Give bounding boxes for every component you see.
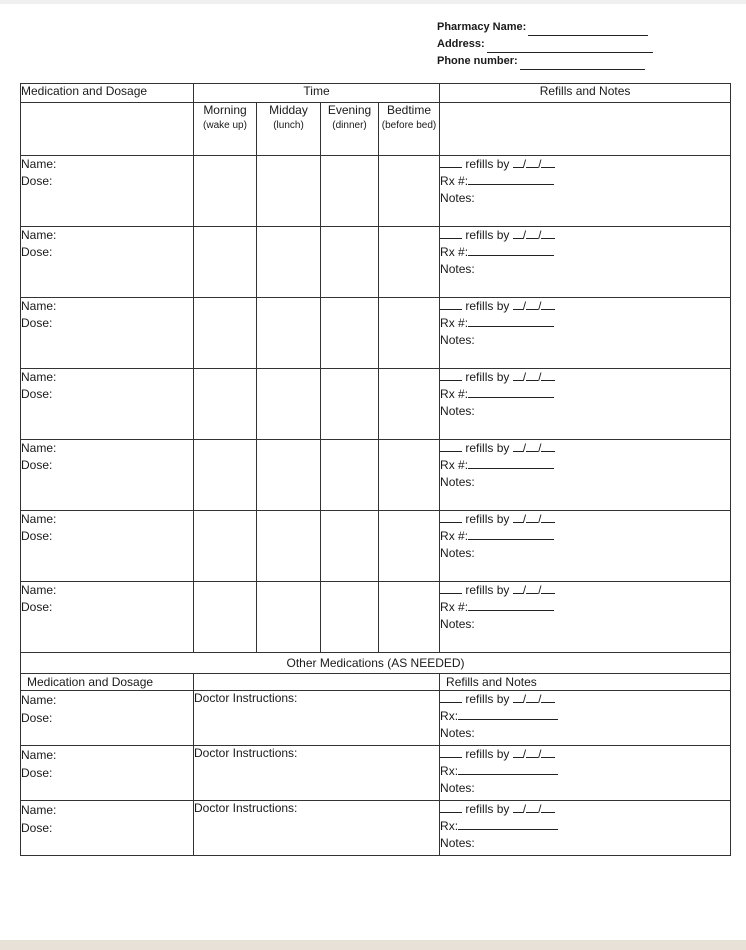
notes-label: Notes: [440,404,475,418]
midday-cell[interactable] [257,582,321,653]
morning-cell[interactable] [194,298,257,369]
midday-cell[interactable] [257,440,321,511]
medication-cell[interactable] [21,511,194,582]
bedtime-cell[interactable] [379,156,440,227]
rx-line [440,315,730,332]
time-midday-sub: (lunch) [273,120,304,131]
table-row [21,298,731,369]
rx-line [440,244,730,261]
refills-line [440,156,730,173]
date-slash: / [538,747,542,761]
doctor-instructions-label: Doctor Instructions: [194,801,298,815]
empty-subheader-cell [21,103,194,156]
morning-cell[interactable] [194,440,257,511]
phone-row [437,53,653,70]
rx-line [440,457,730,474]
morning-cell[interactable] [194,156,257,227]
time-evening-sub: (dinner) [332,120,367,131]
col-refills-header: Refills and Notes [440,84,731,103]
name-label: Name: [21,228,57,242]
time-morning-header [194,103,257,156]
time-midday-header [257,103,321,156]
morning-cell[interactable] [194,227,257,298]
rx-line [440,173,730,190]
refills-line [440,691,730,708]
rx-label: Rx: [440,764,459,778]
time-morning-sub: (wake up) [203,120,247,131]
address-row [437,36,653,53]
refills-notes-cell[interactable] [440,227,731,298]
time-bedtime-header [379,103,440,156]
evening-cell[interactable] [321,369,379,440]
time-bedtime-label: Bedtime [387,103,432,117]
date-slash: / [522,583,527,597]
notes-label: Notes: [440,726,475,740]
evening-cell[interactable] [321,511,379,582]
dose-label: Dose: [21,711,53,725]
dose-label: Dose: [21,821,53,835]
time-midday-label: Midday [269,103,308,117]
dose-label: Dose: [21,245,53,259]
table-row [21,746,731,801]
refills-label: refills by [465,802,510,816]
rx-line [440,599,730,616]
date-slash: / [538,692,542,706]
other-col-refills-header: Refills and Notes [440,674,731,691]
other-medication-cell[interactable] [21,746,194,801]
dose-label: Dose: [21,766,53,780]
other-col-medication-header: Medication and Dosage [21,674,194,691]
notes-label: Notes: [440,617,475,631]
rx-label: Rx #: [440,316,469,330]
notes-label: Notes: [440,333,475,347]
rx-label: Rx #: [440,458,469,472]
midday-cell[interactable] [257,227,321,298]
time-bedtime-sub: (before bed) [381,120,437,131]
notes-label: Notes: [440,191,475,205]
other-medications-title-row [21,653,731,674]
table-row [21,227,731,298]
refills-label: refills by [465,157,510,171]
name-label: Name: [21,299,57,313]
bedtime-cell[interactable] [379,582,440,653]
rx-line [440,818,730,835]
name-label: Name: [21,512,57,526]
other-col-instructions-header [194,674,440,691]
name-label: Name: [21,583,57,597]
table-row [21,440,731,511]
time-evening-header [321,103,379,156]
time-evening-label: Evening [327,103,372,117]
refills-line [440,227,730,244]
date-slash: / [538,512,542,526]
name-label: Name: [21,370,57,384]
date-slash: / [538,583,542,597]
evening-cell[interactable] [321,227,379,298]
medication-cell[interactable] [21,298,194,369]
notes-label: Notes: [440,262,475,276]
midday-cell[interactable] [257,156,321,227]
date-slash: / [538,802,542,816]
medication-cell[interactable] [21,156,194,227]
rx-label: Rx: [440,709,459,723]
bedtime-cell[interactable] [379,298,440,369]
page-edge-top [0,0,746,4]
notes-label: Notes: [440,546,475,560]
bedtime-cell[interactable] [379,227,440,298]
dose-label: Dose: [21,174,53,188]
pharmacy-name-field[interactable] [528,23,648,36]
refills-line [440,746,730,763]
col-medication-header: Medication and Dosage [21,84,194,103]
pharmacy-info [437,19,653,70]
medication-cell[interactable] [21,227,194,298]
name-label: Name: [21,748,57,762]
phone-field[interactable] [520,57,645,70]
bedtime-cell[interactable] [379,369,440,440]
refills-notes-cell[interactable] [440,582,731,653]
page-edge-bottom [0,940,746,950]
date-slash: / [538,370,542,384]
col-time-header: Time [194,84,440,103]
dose-label: Dose: [21,387,53,401]
morning-cell[interactable] [194,582,257,653]
date-slash: / [522,747,527,761]
other-medication-cell[interactable] [21,691,194,746]
table-row [21,801,731,856]
doctor-instructions-cell[interactable] [194,691,440,746]
dose-label: Dose: [21,600,53,614]
refills-label: refills by [465,299,510,313]
midday-cell[interactable] [257,369,321,440]
rx-label: Rx #: [440,600,469,614]
phone-label: Phone number: [437,55,518,67]
time-morning-label: Morning [203,103,247,117]
refills-line [440,511,730,528]
date-slash: / [522,370,527,384]
midday-cell[interactable] [257,298,321,369]
table-row [21,511,731,582]
date-slash: / [538,228,542,242]
rx-line [440,386,730,403]
morning-cell[interactable] [194,511,257,582]
name-label: Name: [21,803,57,817]
table-row [21,691,731,746]
bedtime-cell[interactable] [379,440,440,511]
dose-label: Dose: [21,316,53,330]
refills-line [440,369,730,386]
refills-label: refills by [465,692,510,706]
rx-label: Rx #: [440,387,469,401]
address-field[interactable] [487,40,653,53]
rx-line [440,708,730,725]
other-medication-cell[interactable] [21,801,194,856]
rx-line [440,763,730,780]
empty-refills-subheader [440,103,731,156]
notes-label: Notes: [440,475,475,489]
refills-label: refills by [465,512,510,526]
doctor-instructions-cell[interactable] [194,801,440,856]
refills-label: refills by [465,441,510,455]
address-label: Address: [437,38,485,50]
time-subheader-row [21,103,731,156]
refills-notes-cell[interactable] [440,156,731,227]
date-slash: / [522,157,527,171]
medication-schedule-table [20,83,731,856]
date-slash: / [538,157,542,171]
medication-cell[interactable] [21,440,194,511]
date-slash: / [522,692,527,706]
refills-line [440,801,730,818]
doctor-instructions-label: Doctor Instructions: [194,691,298,705]
refills-label: refills by [465,228,510,242]
name-label: Name: [21,693,57,707]
table-row [21,582,731,653]
date-slash: / [522,299,527,313]
date-slash: / [538,299,542,313]
refills-line [440,440,730,457]
refills-line [440,582,730,599]
refills-line [440,298,730,315]
date-slash: / [522,802,527,816]
refills-label: refills by [465,370,510,384]
evening-cell[interactable] [321,156,379,227]
notes-label: Notes: [440,836,475,850]
bedtime-cell[interactable] [379,511,440,582]
rx-label: Rx #: [440,529,469,543]
pharmacy-name-row [437,19,653,36]
other-medications-header-row [21,674,731,691]
other-refills-notes-cell[interactable] [440,801,731,856]
refills-notes-cell[interactable] [440,369,731,440]
refills-label: refills by [465,747,510,761]
name-label: Name: [21,441,57,455]
rx-label: Rx #: [440,245,469,259]
midday-cell[interactable] [257,511,321,582]
doctor-instructions-cell[interactable] [194,746,440,801]
refills-notes-cell[interactable] [440,440,731,511]
table-header-row [21,84,731,103]
date-slash: / [538,441,542,455]
evening-cell[interactable] [321,440,379,511]
date-slash: / [522,228,527,242]
rx-line [440,528,730,545]
other-refills-notes-cell[interactable] [440,691,731,746]
date-slash: / [522,441,527,455]
other-refills-notes-cell[interactable] [440,746,731,801]
pharmacy-name-label: Pharmacy Name: [437,21,527,33]
morning-cell[interactable] [194,369,257,440]
dose-label: Dose: [21,458,53,472]
table-row [21,369,731,440]
evening-cell[interactable] [321,298,379,369]
doctor-instructions-label: Doctor Instructions: [194,746,298,760]
refills-label: refills by [465,583,510,597]
dose-label: Dose: [21,529,53,543]
rx-label: Rx #: [440,174,469,188]
evening-cell[interactable] [321,582,379,653]
table-row [21,156,731,227]
medication-cell[interactable] [21,582,194,653]
rx-label: Rx: [440,819,459,833]
medication-cell[interactable] [21,369,194,440]
notes-label: Notes: [440,781,475,795]
date-slash: / [522,512,527,526]
name-label: Name: [21,157,57,171]
other-medications-title: Other Medications (AS NEEDED) [21,653,731,674]
refills-notes-cell[interactable] [440,298,731,369]
refills-notes-cell[interactable] [440,511,731,582]
